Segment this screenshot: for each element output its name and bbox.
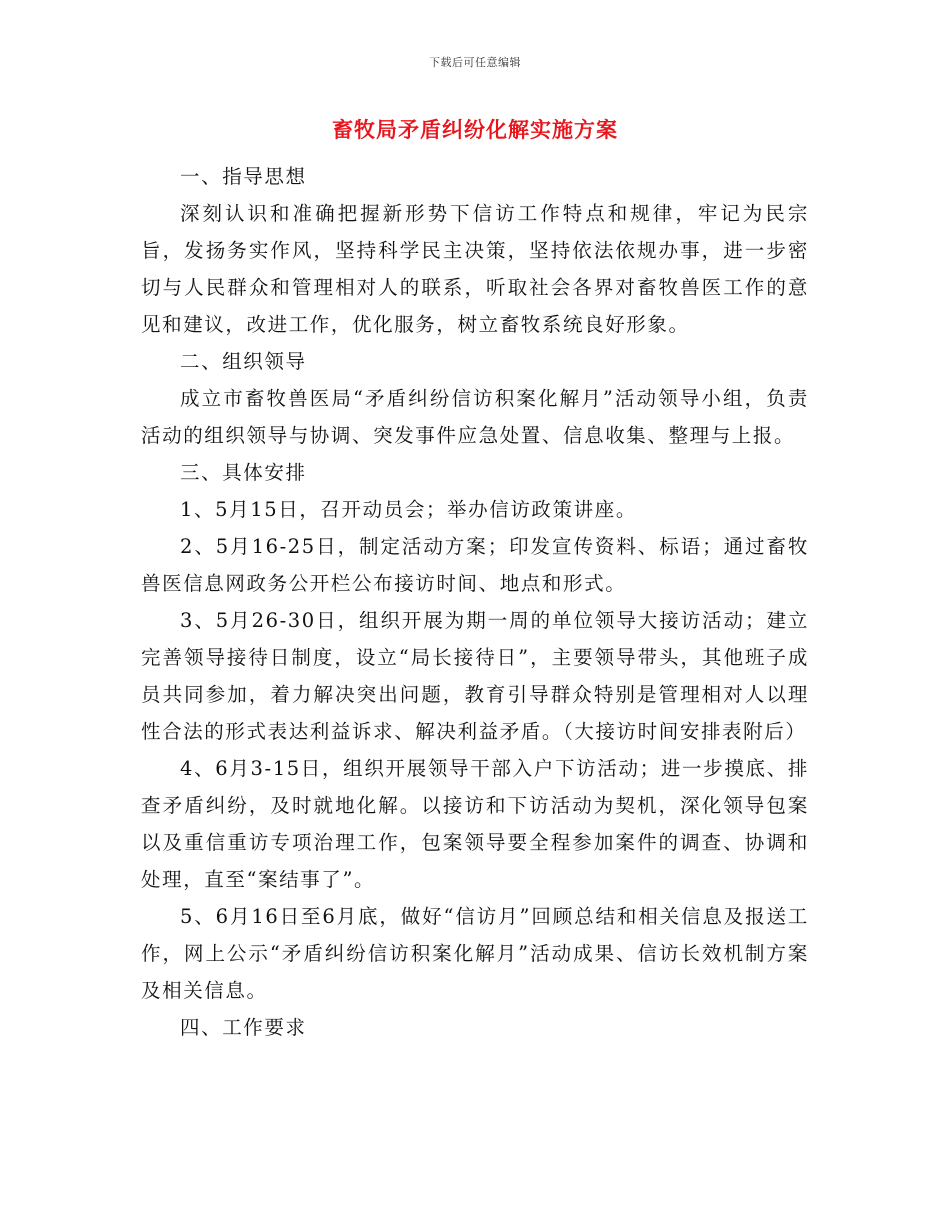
paragraph-organization: 成立市畜牧兽医局“矛盾纠纷信访积案化解月”活动领导小组，负责活动的组织领导与协调、突发事件应急处置、信息收集、整理与上报。	[141, 387, 809, 447]
document-title: 畜牧局矛盾纠纷化解实施方案	[332, 117, 618, 142]
arrangement-item-3: 3、5月26-30日，组织开展为期一周的单位领导大接访活动；建立完善领导接待日制度，设立“局长接待日”，主要领导带头，其他班子成员共同参加，着力解决突出问题，教育引导群众特别是管理相对人以理性合法的形式表达利益诉求、解决利益矛盾。（大接访时间安排表附后）	[141, 609, 809, 743]
paragraph-guiding-ideology: 深刻认识和准确把握新形势下信访工作特点和规律，牢记为民宗旨，发扬务实作风，坚持科学民主决策，坚持依法依规办事，进一步密切与人民群众和管理相对人的联系，听取社会各界对畜牧兽医工作的意见和建议，改进工作，优化服务，树立畜牧系统良好形象。	[141, 202, 809, 336]
section-heading-guiding-ideology: 一、指导思想	[180, 165, 307, 188]
document-body	[141, 158, 809, 1046]
section-heading-requirements: 四、工作要求	[180, 1016, 307, 1039]
arrangement-item-4: 4、6月3-15日，组织开展领导干部入户下访活动；进一步摸底、排查矛盾纠纷，及时就地化解。以接访和下访活动为契机，深化领导包案以及重信重访专项治理工作，包案领导要全程参加案件的调查、协调和处理，直至“案结事了”。	[141, 757, 809, 891]
arrangement-item-1: 1、5月15日，召开动员会；举办信访政策讲座。	[180, 498, 637, 521]
section-heading-organization: 二、组织领导	[180, 350, 307, 373]
page-header-note: 下载后可任意编辑	[429, 56, 521, 69]
section-heading-arrangements: 三、具体安排	[180, 461, 307, 484]
arrangement-item-2: 2、5月16-25日，制定活动方案；印发宣传资料、标语；通过畜牧兽医信息网政务公开栏公布接访时间、地点和形式。	[141, 535, 809, 595]
arrangement-item-5: 5、6月16日至6月底，做好“信访月”回顾总结和相关信息及报送工作，网上公示“矛盾纠纷信访积案化解月”活动成果、信访长效机制方案及相关信息。	[141, 905, 809, 1002]
